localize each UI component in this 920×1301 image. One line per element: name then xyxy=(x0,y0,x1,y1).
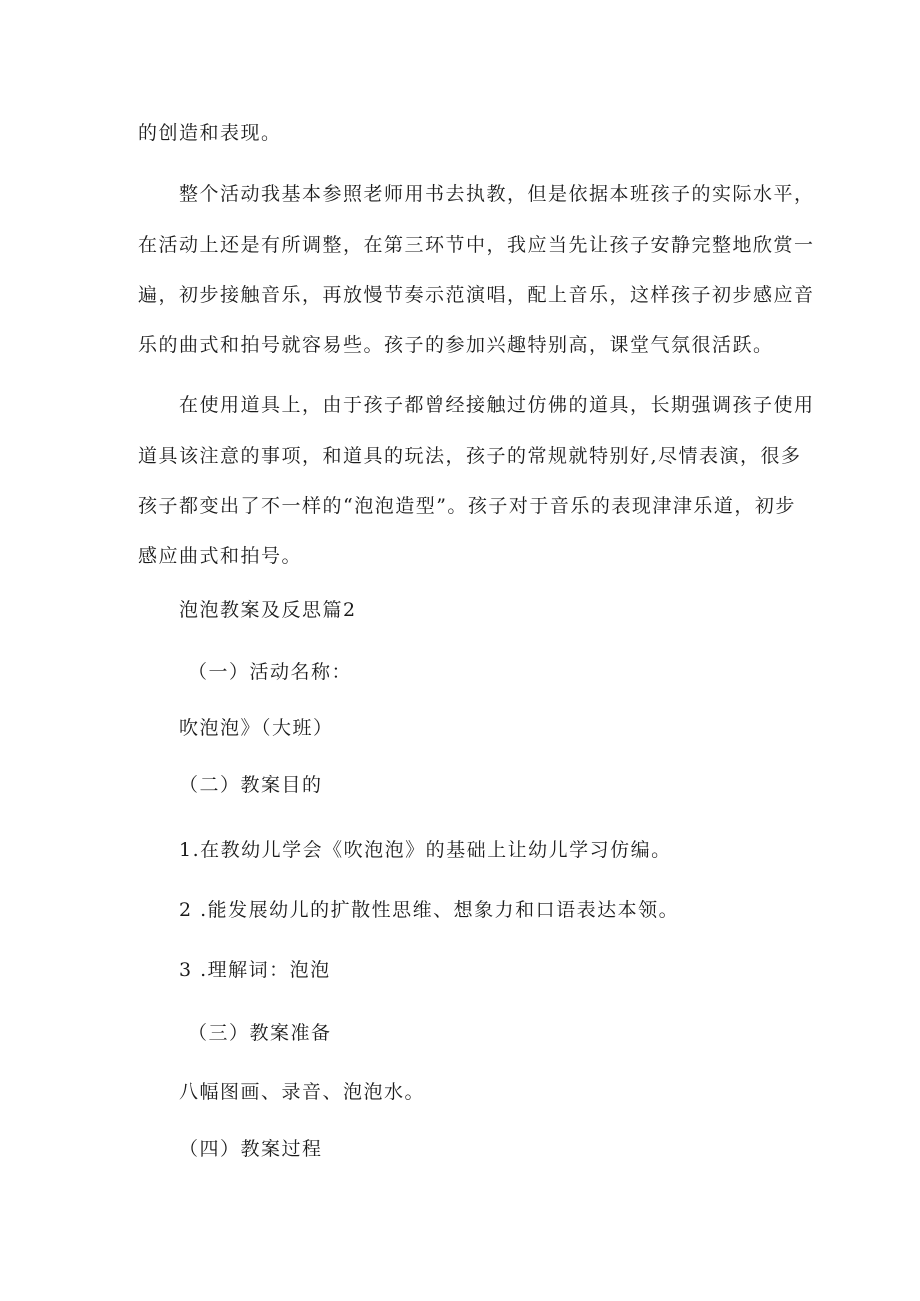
para3-line-2: 道具该注意的事项，和道具的玩法，孩子的常规就特别好,尽情表演，很多 xyxy=(138,445,802,467)
goals-heading: （二）教案目的 xyxy=(179,774,323,796)
goal-item-2: 2 .能发展幼儿的扩散性思维、想象力和口语表达本领。 xyxy=(179,899,680,921)
goal-item-1: 1.在教幼儿学会《吹泡泡》的基础上让幼儿学习仿编。 xyxy=(179,839,672,861)
para2-line-4: 乐的曲式和拍号就容易些。孩子的参加兴趣特别高，课堂气氛很活跃。 xyxy=(138,334,774,356)
para1-line-1: 的创造和表现。 xyxy=(138,122,282,144)
section-title: 泡泡教案及反思篇2 xyxy=(179,599,357,621)
para3-line-4: 感应曲式和拍号。 xyxy=(138,545,303,567)
para3-line-3: 孩子都变出了不一样的“泡泡造型”。孩子对于音乐的表现津津乐道，初步 xyxy=(138,495,796,517)
prep-text: 八幅图画、录音、泡泡水。 xyxy=(179,1081,426,1103)
activity-name-heading: （一）活动名称： xyxy=(188,661,353,683)
prep-heading: （三）教案准备 xyxy=(188,1022,332,1044)
process-heading: （四）教案过程 xyxy=(179,1138,323,1160)
activity-name: 吹泡泡》（大班） xyxy=(179,717,334,739)
para2-line-1: 整个活动我基本参照老师用书去执教，但是依据本班孩子的实际水平， xyxy=(179,183,815,205)
para2-line-2: 在活动上还是有所调整，在第三环节中，我应当先让孩子安静完整地欣赏一 xyxy=(138,234,815,256)
goal-item-3: 3 .理解词：泡泡 xyxy=(179,959,331,981)
para3-line-1: 在使用道具上，由于孩子都曾经接触过仿佛的道具，长期强调孩子使用 xyxy=(179,394,815,416)
para2-line-3: 遍，初步接触音乐，再放慢节奏示范演唱，配上音乐，这样孩子初步感应音 xyxy=(138,284,815,306)
